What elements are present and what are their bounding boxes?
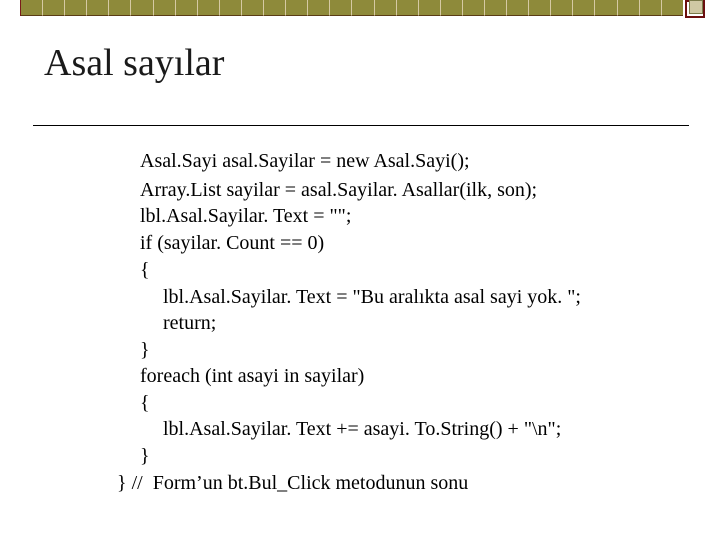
title-divider xyxy=(33,125,689,126)
top-bar-segment xyxy=(198,0,220,16)
top-bar-segment xyxy=(330,0,352,16)
slide-top-decoration xyxy=(0,0,720,24)
code-line: lbl.Asal.Sayilar. Text = "Bu aralıkta asal sayi yok. "; xyxy=(163,286,581,308)
top-bar-segment xyxy=(65,0,87,16)
code-line: { xyxy=(140,392,150,414)
code-line: } xyxy=(140,339,150,361)
top-bar-segment xyxy=(264,0,286,16)
code-line: Array.List sayilar = asal.Sayilar. Asallar(ilk, son); xyxy=(140,179,538,201)
top-bar-segment xyxy=(308,0,330,16)
top-bar-segment xyxy=(441,0,463,16)
top-bar-segment xyxy=(286,0,308,16)
top-bar-segment xyxy=(154,0,176,16)
top-bar-segment xyxy=(463,0,485,16)
code-line: foreach (int asayi in sayilar) xyxy=(140,365,365,387)
code-line: if (sayilar. Count == 0) xyxy=(140,232,325,254)
slide-title: Asal sayılar xyxy=(44,42,225,84)
top-bar-segment xyxy=(507,0,529,16)
top-bar-segment xyxy=(242,0,264,16)
code-line: } // Form’un bt.Bul_Click metodunun sonu xyxy=(117,472,469,494)
code-line: lbl.Asal.Sayilar. Text += asayi. To.String() + "\n"; xyxy=(163,418,562,440)
corner-square-icon xyxy=(685,0,705,18)
top-bar-segment xyxy=(573,0,595,16)
top-decorative-bar xyxy=(20,0,683,16)
top-bar-segment xyxy=(640,0,662,16)
top-bar-segment xyxy=(595,0,617,16)
top-bar-segment xyxy=(109,0,131,16)
top-bar-segment xyxy=(220,0,242,16)
top-bar-segment xyxy=(43,0,65,16)
top-bar-segment xyxy=(551,0,573,16)
top-bar-segment xyxy=(176,0,198,16)
top-bar-segment xyxy=(397,0,419,16)
top-bar-segment xyxy=(485,0,507,16)
code-line: { xyxy=(140,259,150,281)
top-bar-segment xyxy=(618,0,640,16)
top-bar-segment xyxy=(131,0,153,16)
code-line: Asal.Sayi asal.Sayilar = new Asal.Sayi(); xyxy=(140,150,470,172)
top-bar-segment xyxy=(529,0,551,16)
top-bar-segment xyxy=(352,0,374,16)
code-line: lbl.Asal.Sayilar. Text = ""; xyxy=(140,205,352,227)
top-bar-segment xyxy=(375,0,397,16)
top-bar-segment xyxy=(419,0,441,16)
top-bar-segment xyxy=(662,0,683,16)
corner-square-inner xyxy=(689,0,703,14)
top-bar-segment xyxy=(87,0,109,16)
top-bar-segment xyxy=(21,0,43,16)
code-line: return; xyxy=(163,312,217,334)
code-line: } xyxy=(140,445,150,467)
